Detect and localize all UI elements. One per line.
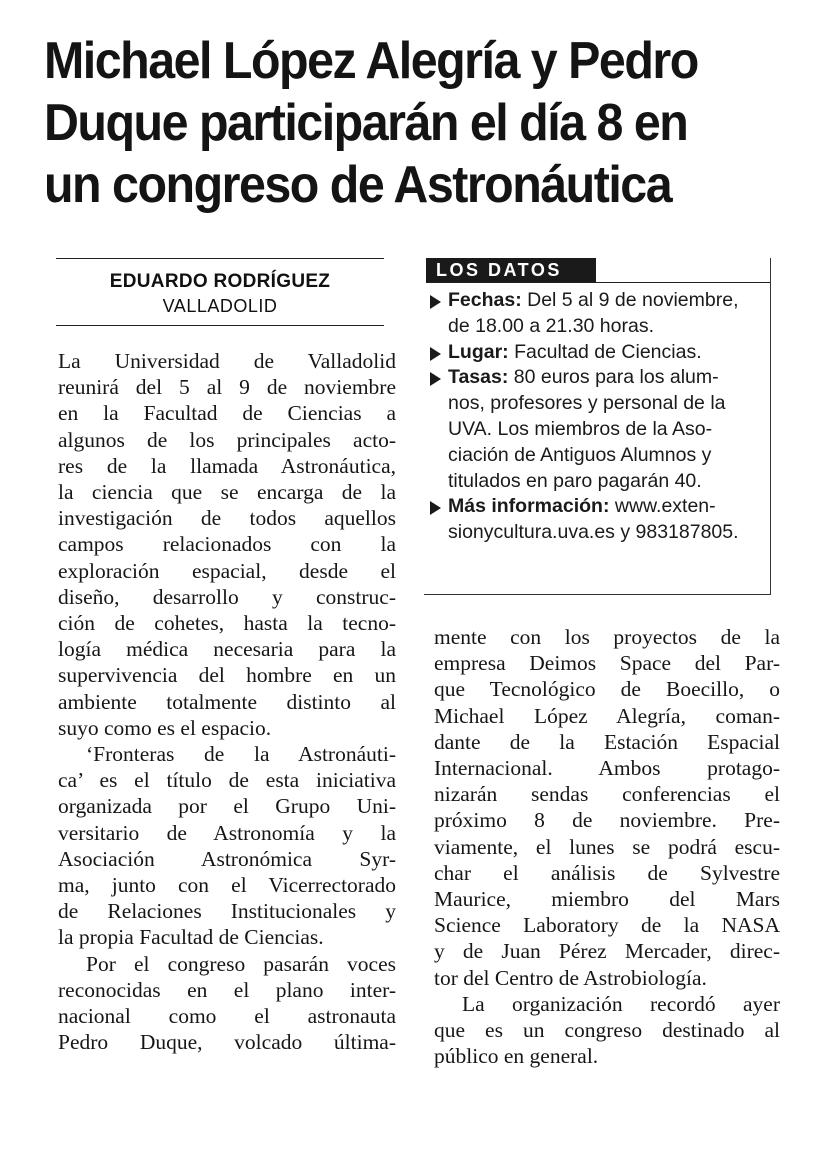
article-line: diseño, desarrollo y construc-: [58, 584, 396, 609]
facts-box-rule: [426, 282, 770, 283]
headline-line: un congreso de Astronáutica: [44, 156, 672, 214]
article-line: empresa Deimos Space del Par-: [434, 651, 780, 676]
article-line: Michael López Alegría, coman-: [434, 703, 780, 728]
article-line: organizada por el Grupo Uni-: [58, 794, 396, 819]
article-line: ma, junto con el Vicerrectorado: [58, 873, 396, 898]
facts-label: Más información:: [448, 495, 610, 518]
facts-box: [424, 258, 771, 595]
article-line: algunos de los principales acto-: [58, 427, 396, 452]
facts-item-info: [426, 494, 766, 520]
facts-text: Facultad de Ciencias.: [508, 340, 702, 363]
article-line: nizarán sendas conferencias el: [434, 782, 780, 807]
article-line: viamente, el lunes se podrá escu-: [434, 834, 780, 859]
article-line: tor del Centro de Astrobiología.: [434, 965, 707, 990]
dateline-place: VALLADOLID: [162, 296, 278, 316]
arrow-right-icon: [430, 501, 441, 515]
headline: [44, 30, 751, 216]
article-column-left: [58, 348, 396, 1055]
article-line: exploración espacial, desde el: [58, 558, 396, 583]
article-line: Asociación Astronómica Syr-: [58, 846, 396, 871]
article-line: Science Laboratory de la NASA: [434, 913, 780, 938]
byline: [56, 258, 384, 326]
article-line: Maurice, miembro del Mars: [434, 887, 780, 912]
article-line: ca’ es el título de esta iniciativa: [58, 768, 396, 793]
article-column-right: [434, 624, 780, 1069]
article-line: reunirá del 5 al 9 de noviembre: [58, 375, 396, 400]
facts-text: Del 5 al 9 de noviembre,: [521, 289, 739, 311]
facts-item-place: [426, 340, 766, 366]
article-line: supervivencia del hombre en un: [58, 663, 396, 688]
article-line: mente con los proyectos de la: [434, 625, 780, 649]
article-line: la ciencia que se encarga de la: [58, 480, 396, 505]
facts-box-title: LOS DATOS: [426, 258, 596, 282]
arrow-right-icon: [430, 372, 441, 386]
article-line: versitario de Astronomía y la: [58, 820, 396, 845]
article-line: campos relacionados con la: [58, 532, 396, 557]
facts-line: nos, profesores y personal de la: [448, 392, 726, 415]
author-name: EDUARDO RODRÍGUEZ: [109, 271, 331, 292]
article-line: ción de cohetes, hasta la tecno-: [58, 611, 396, 636]
article-line: dante de la Estación Espacial: [434, 729, 780, 754]
facts-label: Tasas:: [448, 366, 509, 389]
article-line: ‘Fronteras de la Astronáuti-: [86, 742, 396, 767]
facts-text: www.exten-: [609, 495, 716, 518]
article-line: de Relaciones Institucionales y: [58, 899, 396, 924]
facts-item-fees: [426, 365, 766, 391]
article-line: y de Juan Pérez Mercader, direc-: [434, 939, 780, 964]
article-line: Por el congreso pasarán voces: [86, 951, 396, 976]
article-line: suyo como es el espacio.: [58, 715, 272, 740]
facts-label: Fechas:: [448, 289, 522, 311]
facts-text: 80 euros para los alum-: [508, 366, 719, 389]
article-line: La Universidad de Valladolid: [58, 349, 396, 373]
article-line: ambiente totalmente distinto al: [58, 689, 396, 714]
article-line: investigación de todos aquellos: [58, 506, 396, 531]
article-line: res de la llamada Astronáutica,: [58, 453, 396, 478]
facts-line: UVA. Los miembros de la Aso-: [448, 417, 713, 440]
facts-line: de 18.00 a 21.30 horas.: [448, 314, 654, 337]
article-line: nacional como el astronauta: [58, 1004, 396, 1029]
headline-line: Michael López Alegría y Pedro: [44, 32, 698, 90]
facts-line: titulados en paro pagarán 40.: [448, 469, 702, 492]
article-line: en la Facultad de Ciencias a: [58, 401, 396, 426]
article-line: Pedro Duque, volcado última-: [58, 1030, 396, 1055]
facts-list: [426, 288, 766, 546]
article-line: que Tecnológico de Boecillo, o: [434, 677, 780, 702]
facts-label: Lugar:: [448, 340, 509, 363]
article-line: público en general.: [434, 1044, 599, 1069]
facts-line: sionycultura.uva.es y 983187805.: [448, 521, 739, 544]
article-line: char el análisis de Sylvestre: [434, 860, 780, 885]
headline-line: Duque participarán el día 8 en: [44, 94, 688, 152]
article-line: logía médica necesaria para la: [58, 637, 396, 662]
facts-line: ciación de Antiguos Alumnos y: [448, 443, 712, 466]
arrow-right-icon: [430, 295, 441, 309]
article-line: Internacional. Ambos protago-: [434, 756, 780, 781]
article-line: la propia Facultad de Ciencias.: [58, 925, 324, 950]
facts-item-dates: [426, 288, 766, 314]
arrow-right-icon: [430, 347, 441, 361]
article-line: La organización recordó ayer: [462, 991, 780, 1016]
article-line: próximo 8 de noviembre. Pre-: [434, 808, 780, 833]
article-line: que es un congreso destinado al: [434, 1018, 780, 1043]
article-line: reconocidas en el plano inter-: [58, 977, 396, 1002]
